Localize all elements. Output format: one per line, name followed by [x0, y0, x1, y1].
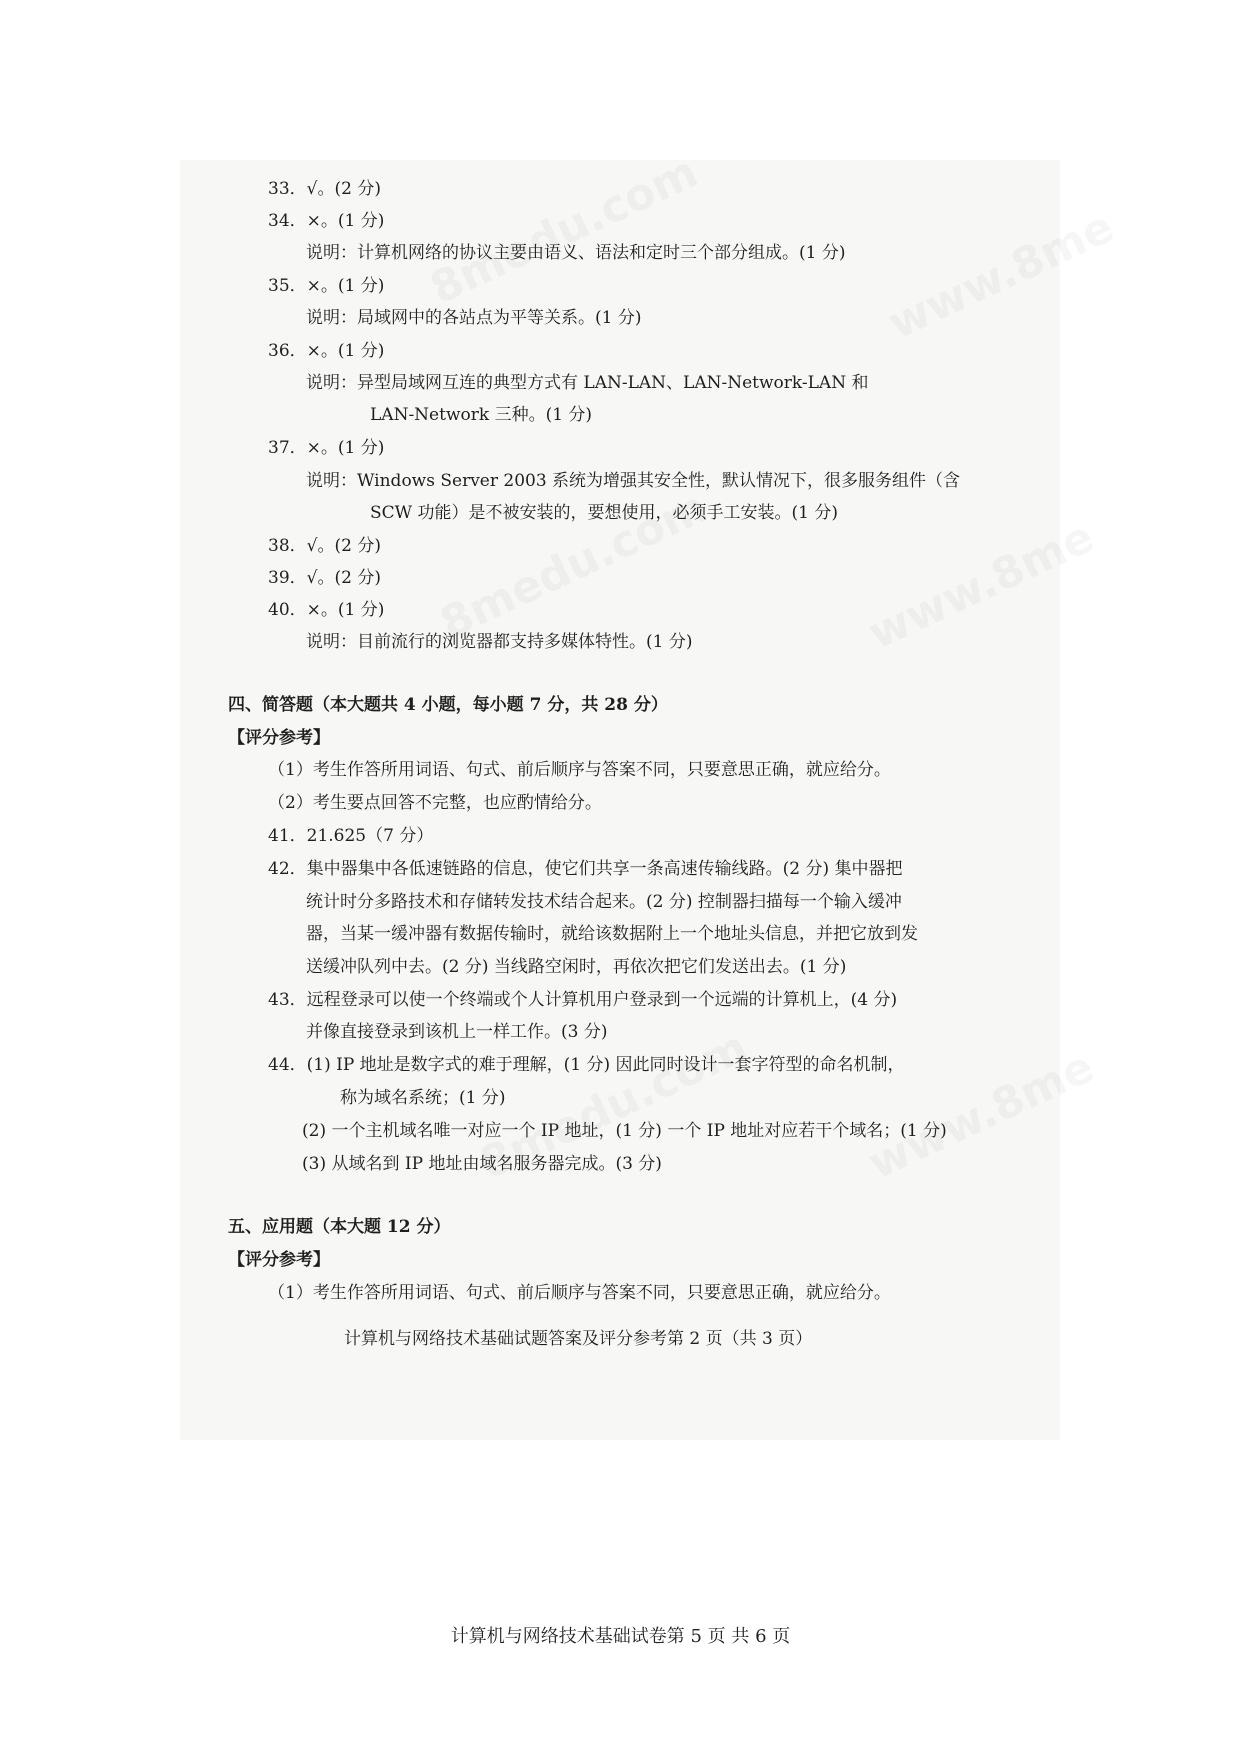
answer-35: 35．×。(1 分): [268, 276, 385, 296]
answer-44-part-1-cont: 称为域名系统；(1 分): [340, 1088, 506, 1108]
answer-44-part-3: (3) 从域名到 IP 地址由域名服务器完成。(3 分): [302, 1154, 662, 1174]
section-5-heading: 五、应用题（本大题 12 分）: [228, 1217, 451, 1237]
answer-34-note: 说明：计算机网络的协议主要由语义、语法和定时三个部分组成。(1 分): [306, 243, 846, 263]
answer-38: 38．√。(2 分): [268, 536, 381, 556]
answer-39: 39．√。(2 分): [268, 568, 381, 588]
scan-page-caption: 计算机与网络技术基础试题答案及评分参考第 2 页（共 3 页）: [344, 1329, 813, 1349]
answer-40: 40．×。(1 分): [268, 600, 385, 620]
page-footer: 计算机与网络技术基础试卷第 5 页 共 6 页: [450, 1626, 791, 1647]
answer-42-cont-1: 统计时分多路技术和存储转发技术结合起来。(2 分) 控制器扫描每一个输入缓冲: [306, 892, 902, 912]
answer-37: 37．×。(1 分): [268, 438, 385, 458]
answer-42-cont-3: 送缓冲队列中去。(2 分) 当线路空闲时，再依次把它们发送出去。(1 分): [306, 957, 847, 977]
answer-33: 33．√。(2 分): [268, 179, 381, 199]
answer-44-part-2: (2) 一个主机域名唯一对应一个 IP 地址，(1 分) 一个 IP 地址对应若干个域名；(1 分): [302, 1121, 947, 1141]
answer-36-note: 说明：异型局域网互连的典型方式有 LAN-LAN、LAN-Network-LAN 和: [306, 373, 869, 393]
answer-36-note-cont: LAN-Network 三种。(1 分): [370, 405, 593, 425]
answer-34: 34．×。(1 分): [268, 211, 385, 231]
answer-40-note: 说明：目前流行的浏览器都支持多媒体特性。(1 分): [306, 632, 693, 652]
section-5-scoring-label: 【评分参考】: [228, 1250, 330, 1270]
answer-41: 41．21.625（7 分）: [268, 826, 434, 846]
section-4-rule-1: （1）考生作答所用词语、句式、前后顺序与答案不同，只要意思正确，就应给分。: [268, 760, 891, 780]
answer-44-part-1: 44．(1) IP 地址是数字式的难于理解，(1 分) 因此同时设计一套字符型的命名机制，: [268, 1055, 905, 1075]
answer-35-note: 说明：局域网中的各站点为平等关系。(1 分): [306, 308, 642, 328]
answer-36: 36．×。(1 分): [268, 341, 385, 361]
section-5-rule-1: （1）考生作答所用词语、句式、前后顺序与答案不同，只要意思正确，就应给分。: [268, 1283, 891, 1303]
section-4-heading: 四、简答题（本大题共 4 小题，每小题 7 分，共 28 分）: [228, 695, 668, 715]
section-4-rule-2: （2）考生要点回答不完整，也应酌情给分。: [268, 793, 602, 813]
section-4-scoring-label: 【评分参考】: [228, 728, 330, 748]
answer-43-cont: 并像直接登录到该机上一样工作。(3 分): [306, 1022, 608, 1042]
answer-42-cont-2: 器，当某一缓冲器有数据传输时，就给该数据附上一个地址头信息，并把它放到发: [306, 924, 918, 944]
answer-42: 42．集中器集中各低速链路的信息，使它们共享一条高速传输线路。(2 分) 集中器把: [268, 859, 903, 879]
answer-37-note: 说明：Windows Server 2003 系统为增强其安全性，默认情况下，很多服务组件（含: [306, 471, 961, 491]
answer-43: 43．远程登录可以使一个终端或个人计算机用户登录到一个远端的计算机上，(4 分): [268, 990, 898, 1010]
answer-37-note-cont: SCW 功能）是不被安装的，要想使用，必须手工安装。(1 分): [370, 503, 839, 523]
